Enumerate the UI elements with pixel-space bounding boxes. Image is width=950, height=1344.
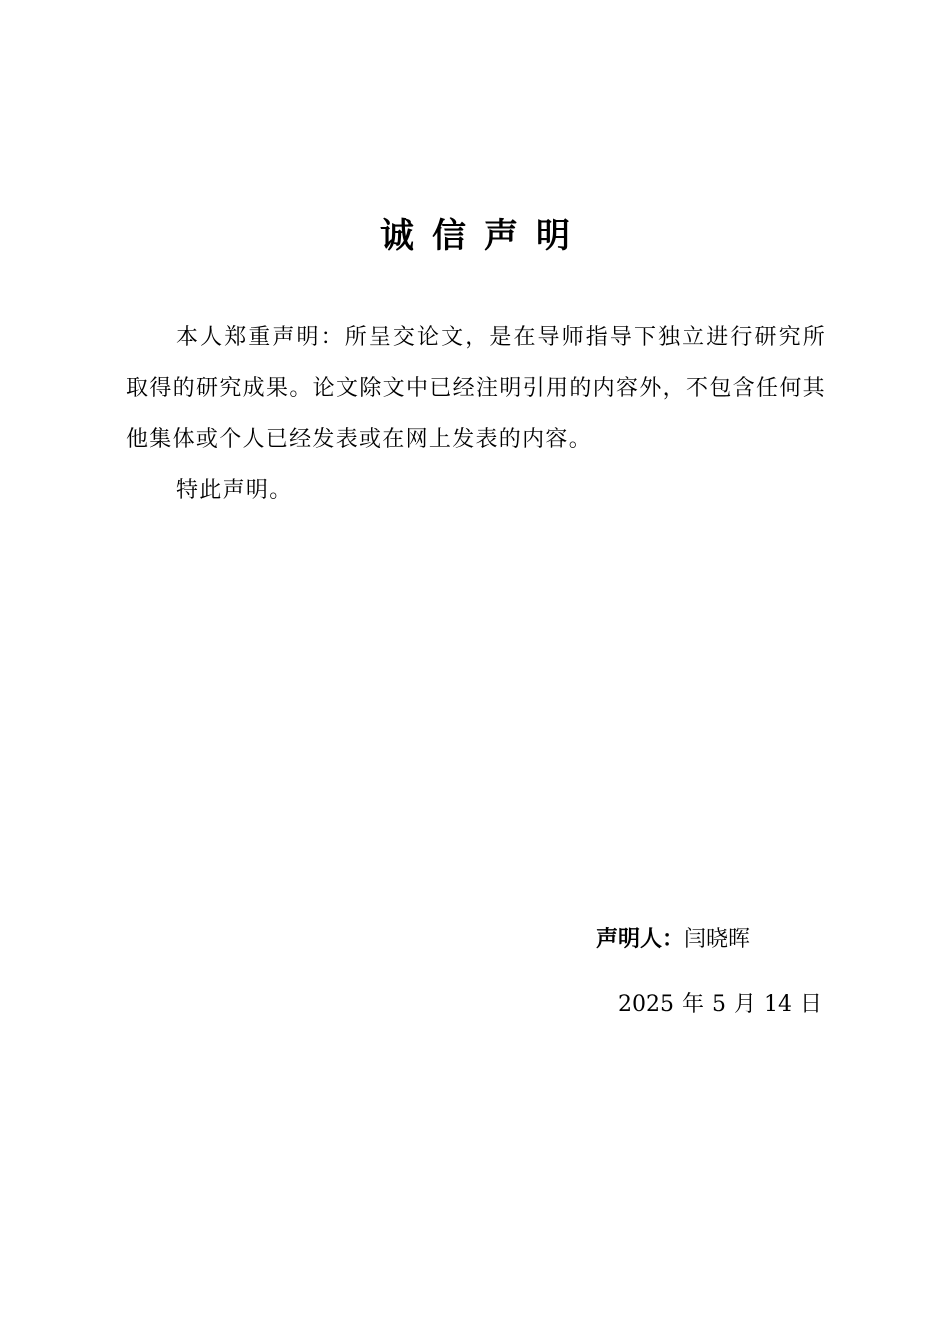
date-day-unit: 日 (800, 992, 823, 1017)
signature-label: 声明人： (596, 927, 685, 952)
signature-name: 闫晓晖 (684, 927, 751, 952)
signature-line (596, 920, 750, 960)
closing-paragraph: 特此声明。 (176, 478, 293, 503)
date-day: 14 (764, 992, 793, 1017)
page-title: 诚信声明 (380, 216, 588, 256)
declaration-paragraph: 本人郑重声明：所呈交论文，是在导师指导下独立进行研究所取得的研究成果。论文除文中已经注明引用的内容外，不包含任何其他集体或个人已经发表或在网上发表的内容。 (126, 325, 826, 452)
date-line (618, 985, 822, 1025)
date-month: 5 (712, 992, 727, 1017)
date-year-unit: 年 (682, 992, 705, 1017)
date-month-unit: 月 (734, 992, 757, 1017)
date-year: 2025 (618, 992, 674, 1017)
declaration-body (126, 312, 826, 516)
